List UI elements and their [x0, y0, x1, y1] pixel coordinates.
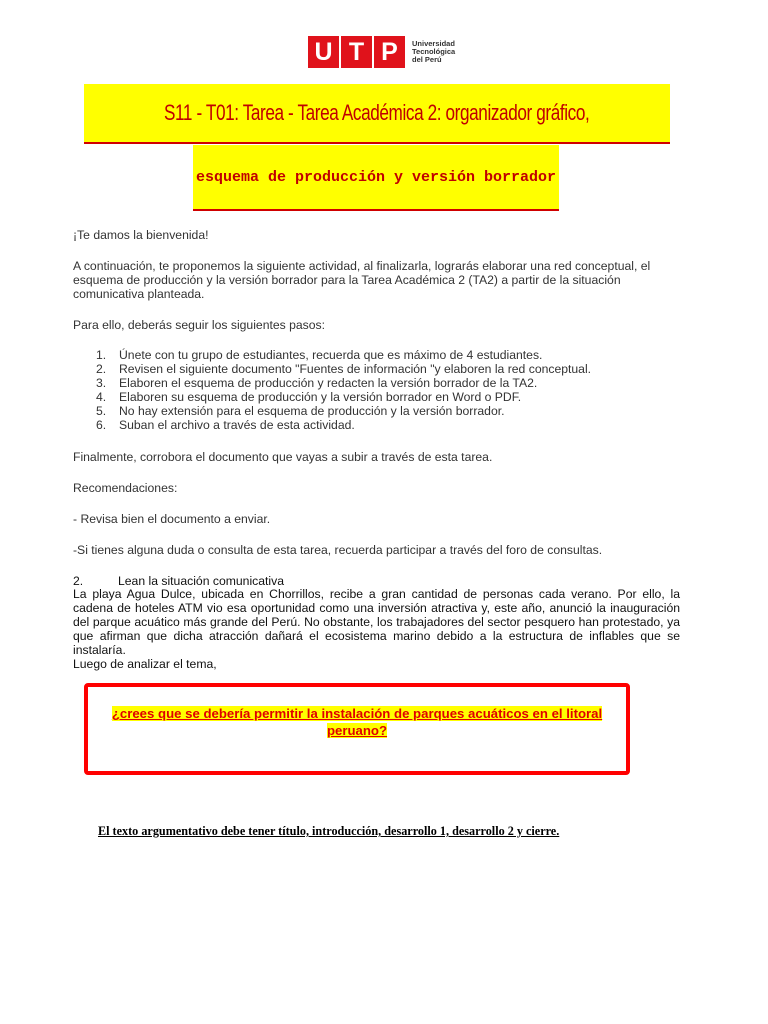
welcome-text: ¡Te damos la bienvenida!	[73, 228, 209, 242]
list-item: 4. Elaboren su esquema de producción y la versión borrador en Word o PDF.	[96, 390, 522, 404]
list-item: 6. Suban el archivo a través de esta actividad.	[96, 418, 355, 432]
logo-text	[412, 40, 455, 64]
question-text: ¿crees que se debería permitir la instalación de parques acuáticos en el litoral peruano?	[111, 706, 603, 738]
steps-list	[96, 348, 696, 432]
steps-intro-text: Para ello, deberás seguir los siguientes pasos:	[73, 318, 326, 332]
question-box	[84, 683, 630, 775]
description-text: A continuación, te proponemos la siguiente actividad, al finalizarla, lograrás elaborar una red conceptual, el esquema de producción y la versión borrador para la Tarea Académica 2 (TA2) a partir de la situación comunicativa planteada.	[73, 259, 651, 301]
list-item: 1. Únete con tu grupo de estudiantes, recuerda que es máximo de 4 estudiantes.	[96, 348, 543, 362]
logo-letter-t: T	[341, 36, 372, 68]
finally-text: Finalmente, corrobora el documento que vayas a subir a través de esta tarea.	[73, 450, 493, 464]
utp-logo	[308, 36, 455, 68]
logo-line-1: Universidad	[412, 39, 455, 48]
logo-line-3: del Perú	[412, 55, 442, 64]
situation-text: La playa Agua Dulce, ubicada en Chorrillos, recibe a gran cantidad de personas cada verano. Por ello, la cadena de hoteles ATM vio esa oportunidad como una inversión atractiva y, este año, anunció la inauguración del parque acuático más grande del Perú. No obstante, los trabajadores del sector pesquero han protestado, ya que afirman que dicha atracción dañará el ecosistema marino debido a la estructura de inflables que se instalaría.	[73, 587, 680, 657]
list-item: 3. Elaboren el esquema de producción y redacten la versión borrador de la TA2.	[96, 376, 538, 390]
recommendation-1: - Revisa bien el documento a enviar.	[73, 512, 271, 526]
after-analysis-text: Luego de analizar el tema,	[73, 657, 217, 671]
situation-heading	[73, 574, 680, 588]
recommendations-title: Recomendaciones:	[73, 481, 178, 495]
footer-note: El texto argumentativo debe tener título, introducción, desarrollo 1, desarrollo 2 y cierre.	[98, 824, 560, 838]
logo-letter-u: U	[308, 36, 339, 68]
list-item: 2. Revisen el siguiente documento "Fuentes de información "y elaboren la red conceptual.	[96, 362, 592, 376]
page-title-line-1: S11 - T01: Tarea - Tarea Académica 2: organizador gráfico,	[164, 100, 590, 125]
title-banner-1	[84, 84, 670, 144]
recommendation-2: -Si tienes alguna duda o consulta de esta tarea, recuerda participar a través del foro de consultas.	[73, 543, 603, 557]
logo-letters	[308, 36, 407, 68]
page-title-line-2: esquema de producción y versión borrador	[195, 168, 557, 186]
title-banner-2	[193, 145, 559, 211]
list-item: 5. No hay extensión para el esquema de producción y la versión borrador.	[96, 404, 505, 418]
logo-line-2: Tecnológica	[412, 47, 456, 56]
situation-heading-text: Lean la situación comunicativa	[118, 574, 284, 588]
logo-letter-p: P	[374, 36, 405, 68]
situation-heading-num: 2.	[73, 574, 84, 588]
